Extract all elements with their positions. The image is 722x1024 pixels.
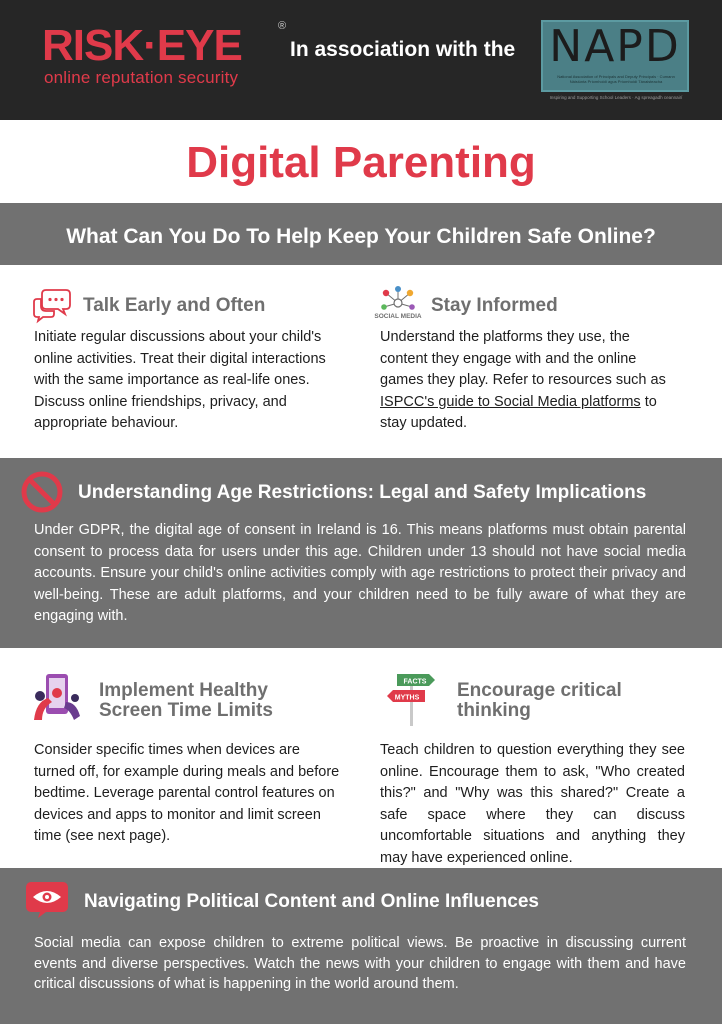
svg-text:FACTS: FACTS bbox=[403, 678, 427, 686]
logo-tagline: online reputation security bbox=[44, 68, 239, 87]
talk-early-line: online activities. Treat their digital interactions bbox=[34, 350, 326, 367]
talk-early-line: Discuss online friendships, privacy, and bbox=[34, 393, 287, 410]
riskeye-logo bbox=[42, 22, 292, 92]
age-restrictions-body: Under GDPR, the digital age of consent in Ireland is 16. This means platforms must obtain parental consent to process data for users under this age. Children under 13 should not have social media accounts. Ensure your child's online activities comply with age restrictions to protect their privacy and well-being. These are adult platforms, and your children need to be fully aware of what they are engaging with. bbox=[34, 522, 686, 624]
political-content-body: Social media can expose children to extreme political views. Be proactive in discussing current events and diverse perspectives. Watch the news with your children to engage with them and have critical discussions of what is happening in the world around them. bbox=[34, 935, 686, 992]
screen-time-title bbox=[99, 681, 273, 721]
critical-thinking-title-line1: Encourage critical bbox=[457, 680, 622, 701]
political-content-section bbox=[0, 868, 722, 1024]
stay-informed-line-tail: to bbox=[640, 393, 657, 410]
stay-informed-body bbox=[380, 327, 700, 435]
napd-logo-subtitle: National Association of Principals and Deputy Principals · Cumann Náisiúnta Príomhoidí agus Príomhoidí Tánaisteacha bbox=[557, 74, 675, 84]
talk-early-line: Initiate regular discussions about your child's bbox=[34, 329, 322, 345]
napd-tagline: Inspiring and Supporting School Leaders · Ag spreagadh ceannairí bbox=[549, 95, 683, 100]
stay-informed-line: stay updated. bbox=[380, 415, 468, 431]
napd-logo bbox=[541, 20, 689, 92]
social-media-network-icon bbox=[374, 285, 422, 325]
svg-text:SOCIAL MEDIA: SOCIAL MEDIA bbox=[374, 313, 422, 320]
eye-screen-icon bbox=[24, 880, 70, 920]
talk-early-line: with the same importance as real-life ones. bbox=[34, 372, 310, 388]
stay-informed-link-line bbox=[380, 392, 700, 414]
age-restrictions-title: Understanding Age Restrictions: Legal and Safety Implications bbox=[78, 482, 647, 503]
speech-bubbles-icon bbox=[32, 287, 72, 323]
page-header bbox=[0, 0, 722, 120]
age-restrictions-section bbox=[0, 458, 722, 648]
political-content-title: Navigating Political Content and Online Influences bbox=[84, 891, 539, 912]
critical-thinking-title bbox=[457, 681, 622, 721]
association-text: In association with the bbox=[290, 38, 516, 61]
facts-myths-signpost-icon bbox=[385, 668, 437, 728]
critical-thinking-body: Teach children to question everything they see online. Encourage them to ask, "Who created this?" and "Why was this shared?" Create a safe space where they can discuss uncomfortable situations and anything they may have experienced online. bbox=[380, 742, 685, 866]
stay-informed-line: Understand the platforms they use, the bbox=[380, 329, 630, 345]
screen-time-title-line1: Implement Healthy bbox=[99, 680, 268, 701]
talk-early-line: appropriate behaviour. bbox=[34, 415, 179, 431]
screen-time-body: Consider specific times when devices are turned off, for example during meals and before bedtime. Leverage parental control features on devices and apps to monitor and limit screen time (see next page). bbox=[34, 742, 340, 844]
page-title: Digital Parenting bbox=[186, 138, 536, 187]
phone-screen-time-icon bbox=[28, 672, 84, 722]
critical-thinking-title-line2: thinking bbox=[457, 700, 531, 721]
question-banner bbox=[0, 203, 722, 265]
talk-early-body bbox=[34, 327, 354, 435]
stay-informed-line: content they engage with and the online bbox=[380, 350, 637, 367]
svg-text:MYTHS: MYTHS bbox=[394, 694, 420, 702]
napd-logo-word: NAPD bbox=[549, 21, 681, 72]
stay-informed-title: Stay Informed bbox=[431, 295, 558, 316]
prohibited-icon bbox=[20, 470, 64, 514]
stay-informed-line: games they play. Refer to resources such as bbox=[380, 372, 666, 388]
screen-time-title-line2: Screen Time Limits bbox=[99, 700, 273, 721]
registered-mark: ® bbox=[278, 20, 287, 32]
talk-early-title: Talk Early and Often bbox=[83, 295, 266, 316]
ispcc-guide-link[interactable]: ISPCC's guide to Social Media platforms bbox=[380, 393, 641, 410]
question-banner-text: What Can You Do To Help Keep Your Children Safe Online? bbox=[66, 225, 656, 248]
logo-word: RISK·EYE bbox=[42, 21, 242, 70]
